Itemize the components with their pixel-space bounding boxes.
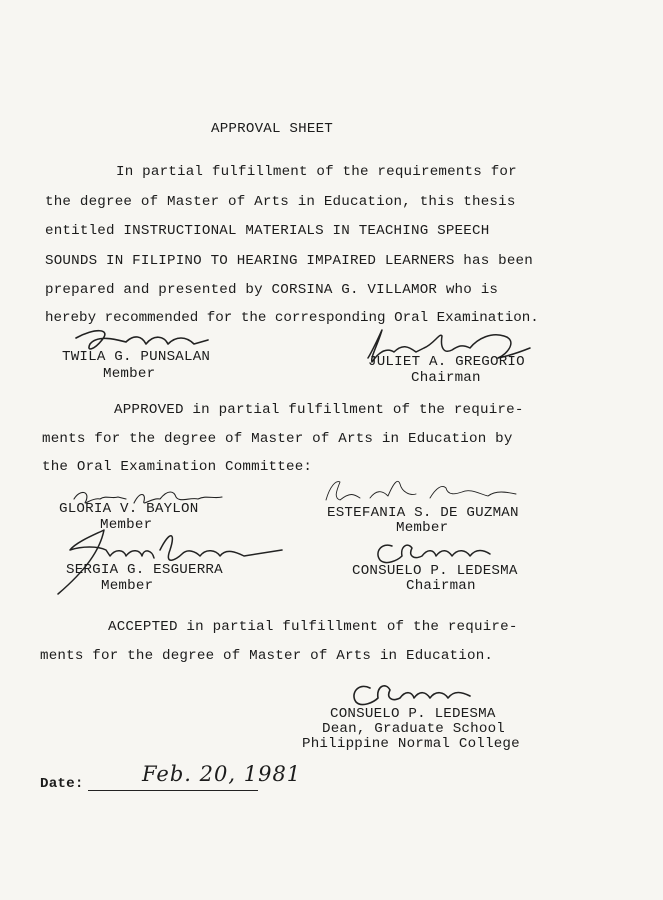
signature-esguerra <box>36 520 296 600</box>
committee1-member-name: TWILA G. PUNSALAN <box>62 349 211 365</box>
paragraph1-line-2: the degree of Master of Arts in Education, this thesis <box>45 194 516 210</box>
page-title: APPROVAL SHEET <box>211 121 333 137</box>
date-underline <box>88 790 258 791</box>
committee2-member2-role: Member <box>396 520 449 536</box>
paragraph2-line-3: the Oral Examination Committee: <box>42 459 313 475</box>
paragraph2-line-1: APPROVED in partial fulfillment of the require- <box>114 402 524 418</box>
paragraph2-line-2: ments for the degree of Master of Arts in Education by <box>42 431 513 447</box>
dean-name: CONSUELO P. LEDESMA <box>330 706 496 722</box>
paragraph1-line-4: SOUNDS IN FILIPINO TO HEARING IMPAIRED LEARNERS has been <box>45 253 533 269</box>
committee2-chairman-name: CONSUELO P. LEDESMA <box>352 563 518 579</box>
committee1-member-role: Member <box>103 366 156 382</box>
committee2-member3-role: Member <box>101 578 154 594</box>
committee2-member3-name: SERGIA G. ESGUERRA <box>66 562 223 578</box>
dean-institution: Philippine Normal College <box>302 736 520 752</box>
dean-title: Dean, Graduate School <box>322 721 505 737</box>
paragraph3-line-2: ments for the degree of Master of Arts in Education. <box>40 648 494 664</box>
paragraph1-line-1: In partial fulfillment of the requirements for <box>116 164 517 180</box>
committee2-member1-name: GLORIA V. BAYLON <box>59 501 199 517</box>
paragraph1-line-5: prepared and presented by CORSINA G. VILLAMOR who is <box>45 282 499 298</box>
committee2-member2-name: ESTEFANIA S. DE GUZMAN <box>327 505 519 521</box>
committee1-chairman-role: Chairman <box>411 370 481 386</box>
committee1-chairman-name: JULIET A. GREGORIO <box>368 354 525 370</box>
paragraph1-line-6: hereby recommended for the corresponding Oral Examination. <box>45 310 539 326</box>
date-label: Date: <box>40 776 84 792</box>
committee2-chairman-role: Chairman <box>406 578 476 594</box>
date-value: Feb. 20, 1981 <box>142 762 302 786</box>
paragraph3-line-1: ACCEPTED in partial fulfillment of the require- <box>108 619 518 635</box>
paragraph1-line-3: entitled INSTRUCTIONAL MATERIALS IN TEACHING SPEECH <box>45 223 490 239</box>
committee2-member1-role: Member <box>100 517 153 533</box>
signature-de-guzman <box>320 474 530 508</box>
